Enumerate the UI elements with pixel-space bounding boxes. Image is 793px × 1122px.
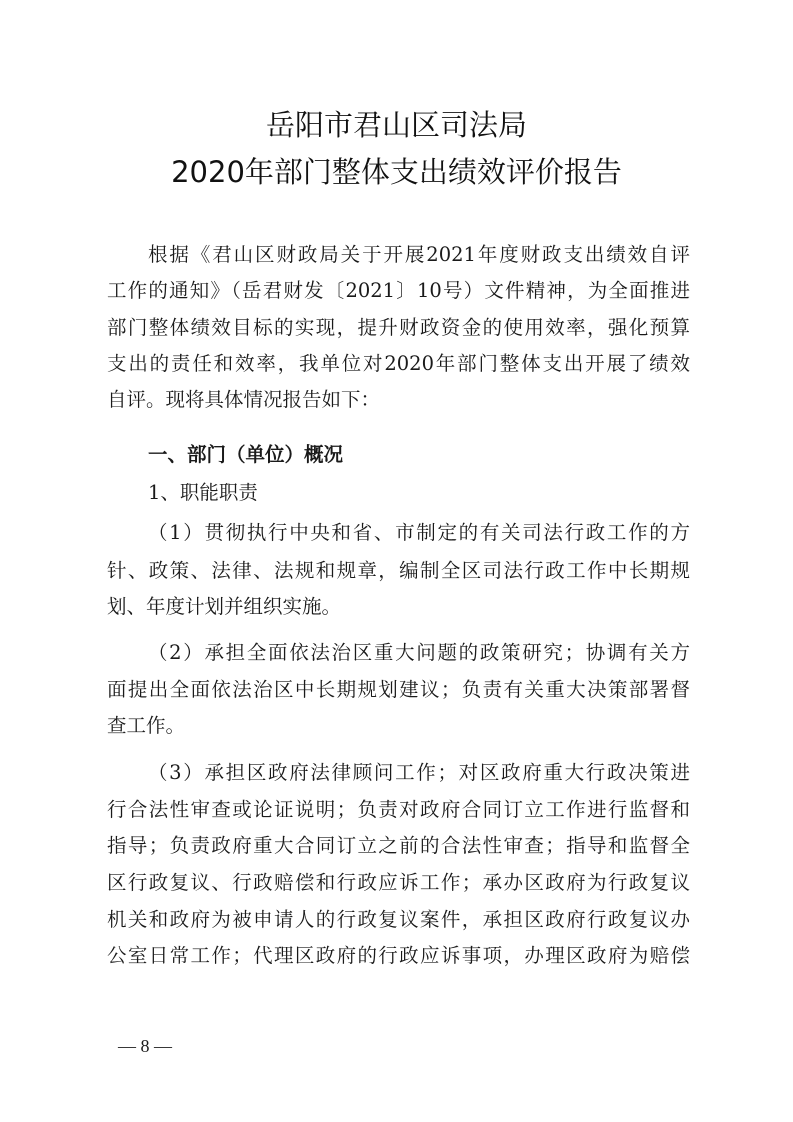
body-line: （3）承担区政府法律顾问工作；对区政府重大行政决策进: [148, 761, 690, 784]
page-number: — 8 —: [118, 1036, 172, 1056]
body-line: 针、政策、法律、法规和规章，编制全区司法行政工作中长期规: [107, 559, 690, 582]
body-line: 根据《君山区财政局关于开展2021年度财政支出绩效自评: [148, 243, 690, 266]
body-line: 行合法性审查或论证说明；负责对政府合同订立工作进行监督和: [107, 798, 690, 821]
body-line: 查工作。: [107, 714, 186, 737]
body-line: 自评。现将具体情况报告如下：: [107, 388, 381, 411]
body-line: 划、年度计划并组织实施。: [107, 595, 342, 618]
title-line-2: 2020年部门整体支出绩效评价报告: [171, 155, 622, 189]
body-line: 部门整体绩效目标的实现，提升财政资金的使用效率，强化预算: [107, 316, 690, 339]
body-line: 面提出全面依法治区中长期规划建议；负责有关重大决策部署督: [107, 678, 690, 701]
body-line: 机关和政府为被申请人的行政复议案件，承担区政府行政复议办: [107, 908, 690, 931]
body-line: 公室日常工作；代理区政府的行政应诉事项，办理区政府为赔偿: [107, 944, 690, 967]
body-line: 支出的责任和效率，我单位对2020年部门整体支出开展了绩效: [107, 352, 690, 375]
body-line: （1）贯彻执行中央和省、市制定的有关司法行政工作的方: [148, 521, 690, 544]
subsection-heading: 1、职能职责: [148, 481, 258, 504]
body-line: 区行政复议、行政赔偿和行政应诉工作；承办区政府为行政复议: [107, 871, 690, 894]
body-line: （2）承担全面依法治区重大问题的政策研究；协调有关方: [148, 641, 690, 664]
section-heading: 一、部门（单位）概况: [148, 443, 344, 466]
body-line: 指导；负责政府重大合同订立之前的合法性审查；指导和监督全: [107, 834, 690, 857]
title-line-1: 岳阳市君山区司法局: [265, 108, 527, 142]
body-line: 工作的通知》（岳君财发〔2021〕10号）文件精神，为全面推进: [107, 279, 690, 302]
